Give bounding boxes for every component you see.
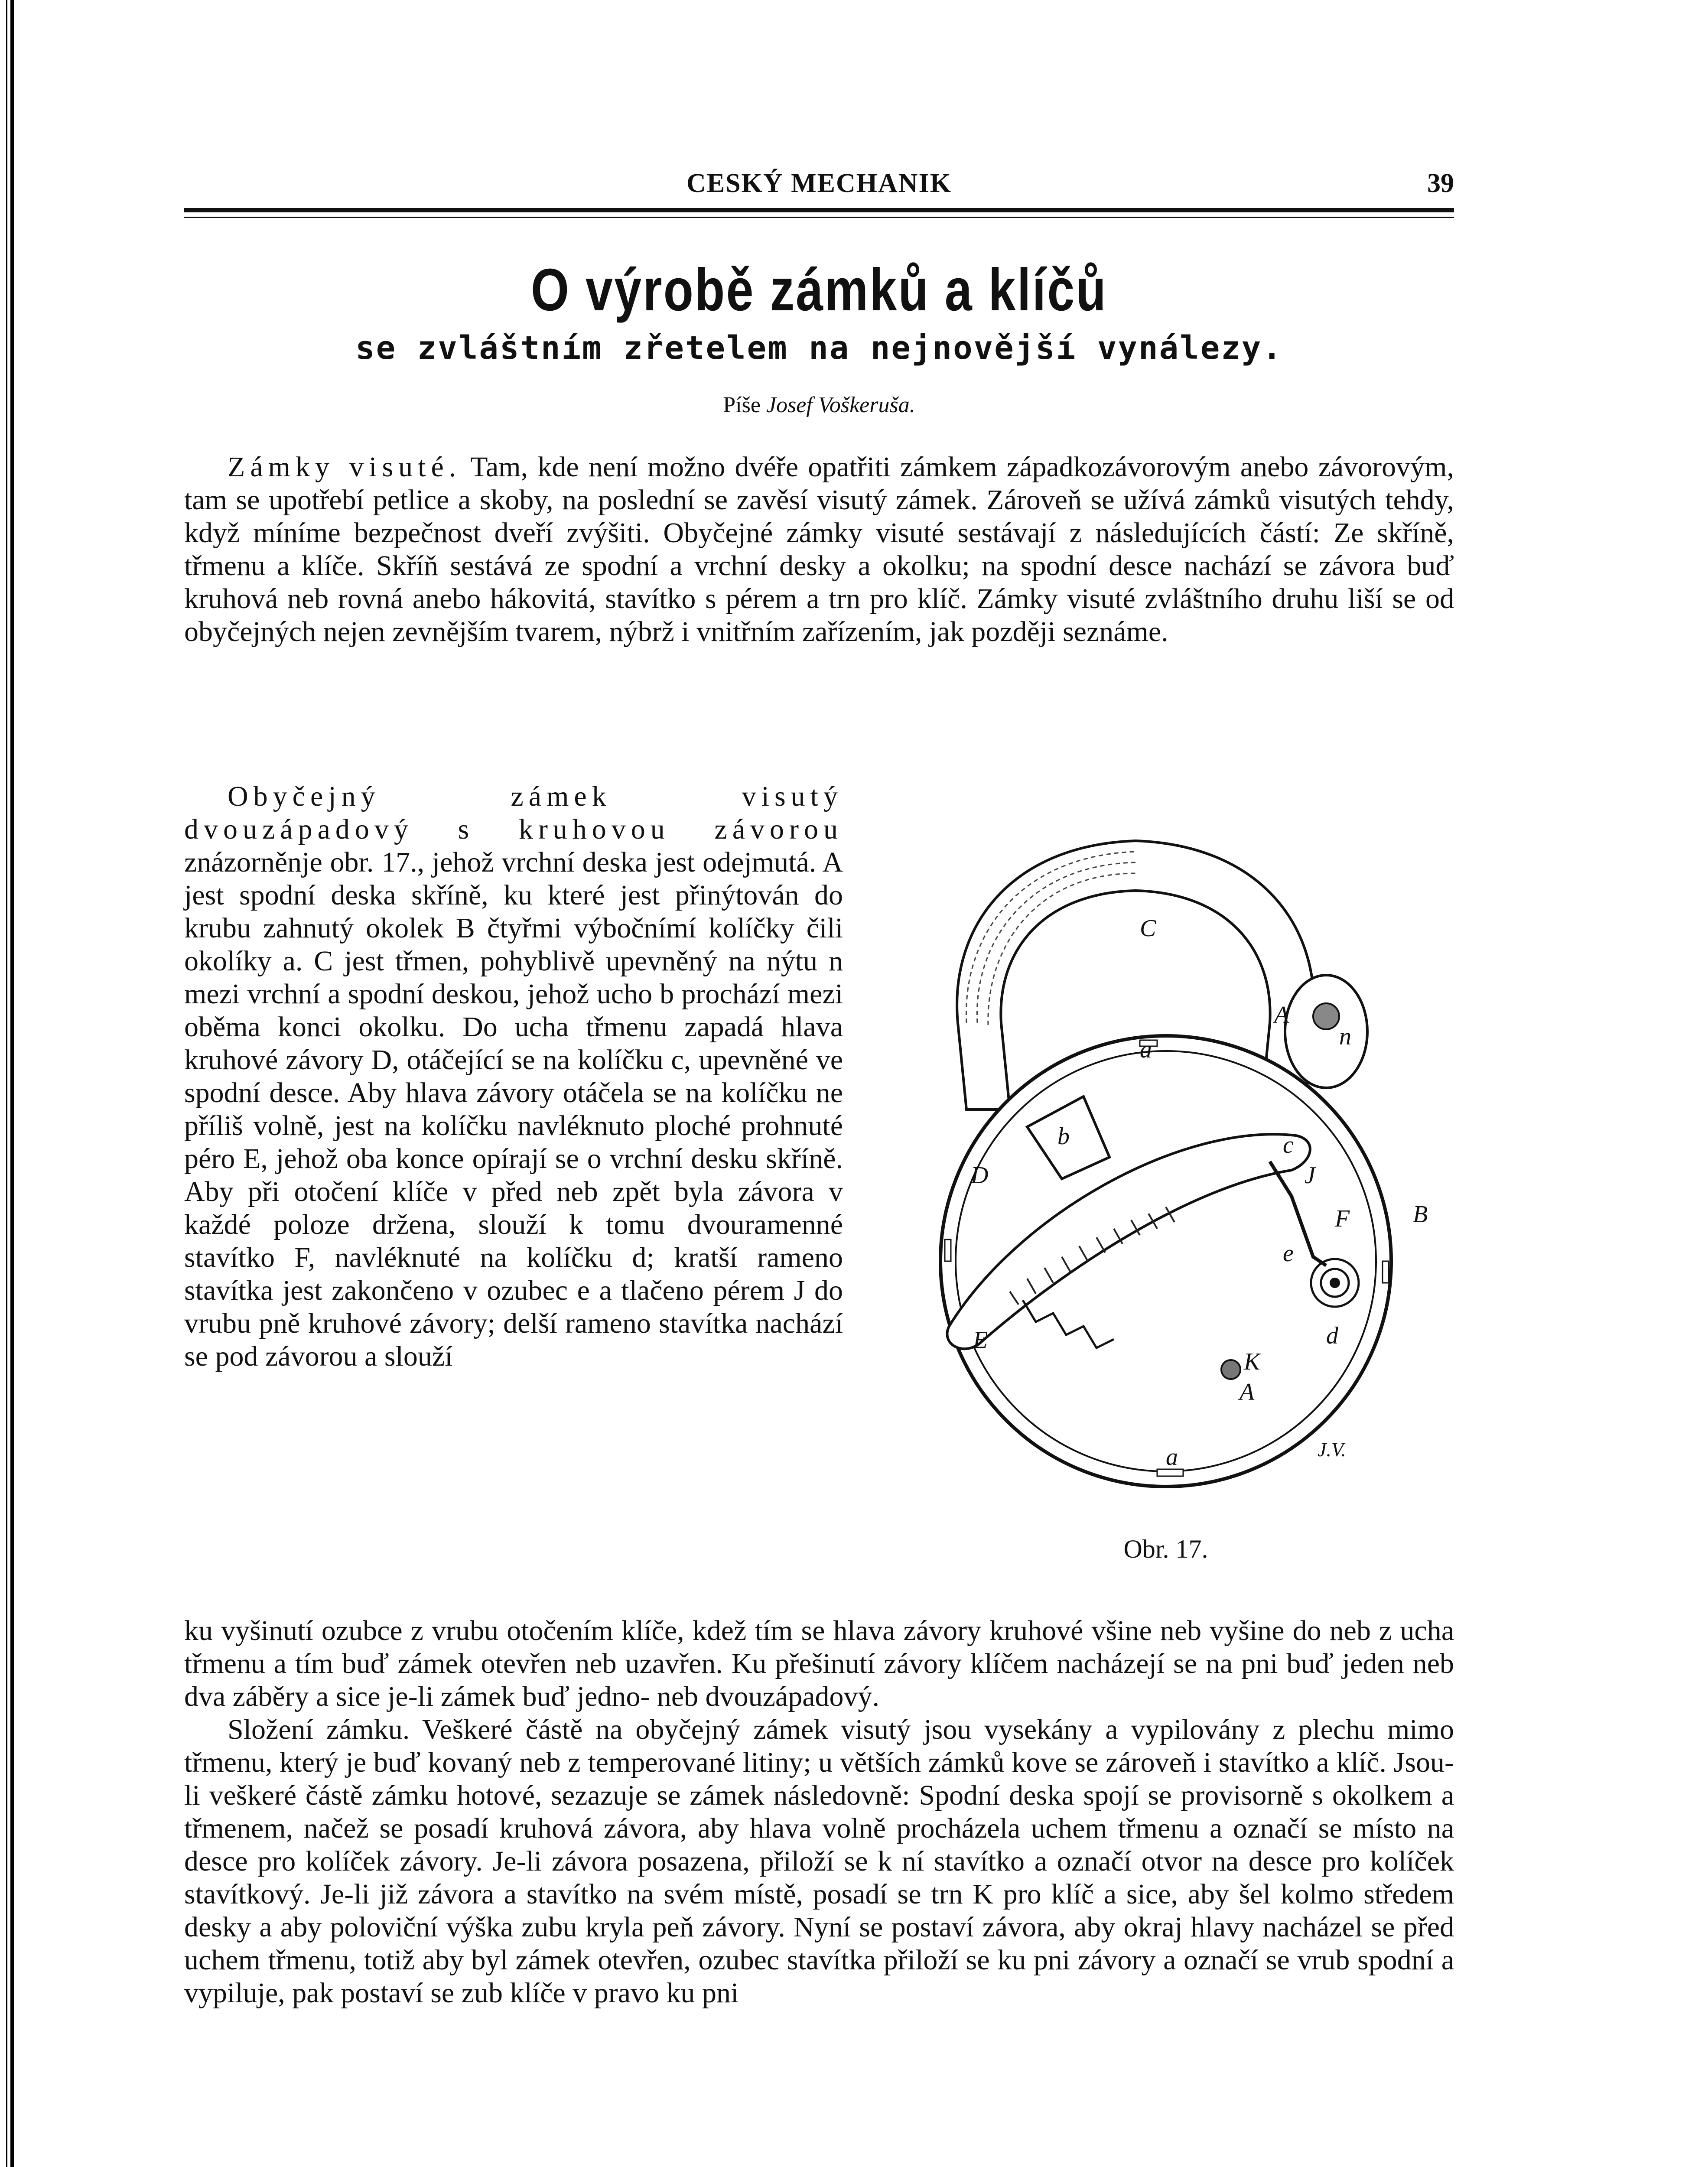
label-C: C: [1140, 915, 1156, 942]
label-B: B: [1413, 1201, 1428, 1228]
scan-edge-line: [6, 0, 7, 2167]
scan-edge-line: [10, 0, 14, 2167]
label-A: A: [1274, 1002, 1289, 1028]
paragraph-body: Tam, kde není možno dvéře opatřiti zámkem západkozávorovým anebo závorovým, tam se upotřebí petlice a skoby, na poslední se zavěsí visutý zámek. Zároveň se užívá zámků visutých tehdy, když míníme bezpečnost dveří zvýšiti. Obyčejné zámky visuté sestávají z následujících částí: Ze skříně, třmenu a klíče. Skříň sestává ze spodní a vrchní desky a okolku; na spodní desce nachází se závora buď kruhová neb rovná anebo hákovitá, stavítko s pérem a trn pro klíč. Zámky visuté zvláštního druhu liší se od obyčejných nejen zevnějším tvarem, nýbrž i vnitřním zařízením, jak později seznáme.: [184, 451, 1454, 647]
label-E: E: [973, 1327, 988, 1354]
paragraph: [184, 780, 843, 1373]
body-text-column: [184, 780, 843, 1373]
article-title: O výrobě zámků a klíčů: [530, 257, 1108, 323]
padlock-diagram: [880, 780, 1452, 1543]
label-A: A: [1240, 1379, 1255, 1406]
shackle-hinge: [1285, 975, 1367, 1088]
label-b: b: [1057, 1123, 1070, 1150]
rivet-n: [1313, 1003, 1339, 1029]
figure-padlock: [880, 780, 1452, 1595]
header-rule-thin: [184, 217, 1454, 218]
author-prefix: Píše: [723, 393, 761, 417]
spring-coil-core: [1330, 1278, 1340, 1288]
author-name: Josef Voškeruša.: [766, 393, 915, 417]
article-subtitle: se zvláštním zřetelem na nejnovější vynálezy.: [355, 329, 1283, 367]
paragraph-lead: Obyčejný zámek visutý dvouzápadový s kruhovou závorou: [184, 781, 843, 845]
label-D: D: [971, 1162, 989, 1189]
paragraph-continuation: ku vyšinutí ozubce z vrubu otočením klíče, kdež tím se hlava závory kruhové všine neb vyšine do neb z ucha třmenu a tím buď zámek otevřen neb uzavřen. Ku přešinutí závory klíčem nacházejí se na pni buď jeden neb dva záběry a sice je-li zámek buď jedno- neb dvouzápadový.: [184, 1615, 1454, 1712]
journal-title: CESKÝ MECHANIK: [686, 169, 952, 198]
label-e: e: [1283, 1240, 1294, 1267]
label-a: a: [1140, 1036, 1152, 1063]
paragraph: Složení zámku. Veškeré částě na obyčejný zámek visutý jsou vysekány a vypilovány z plechu mimo třmenu, který je buď kovaný neb z temperované litiny; u větších zámků kove se zároveň i stavítko a klíč. Jsou-li veškeré částě zámku hotové, sezazuje se zámek následovně: Spodní deska spojí se provisorně s okolkem a třmenem, načež se posadí kruhová závora, aby hlava volně procházela uchem třmenu a označí se místo na desce pro kolíček závory. Je-li závora posazena, přiloží se k ní stavítko a označí otvor na desce pro kolíček stavítkový. Je-li již závora a stavítko na svém místě, posadí se trn K pro klíč a sice, aby šel kolmo středem desky a aby poloviční výška zubu kryla peň závory. Nyní se postaví závora, aby okraj hlavy nacházel se před uchem třmenu, totiž aby byl zámek otevřen, ozubec stavítka přiloží se ku pni závory a označí se vrub spodní a vypiluje, pak postaví se zub klíče v pravo ku pni: [184, 1714, 1454, 2009]
label-F: F: [1335, 1205, 1350, 1232]
label-J: J: [1305, 1162, 1315, 1189]
paragraph: [184, 451, 1454, 648]
author-line: [184, 392, 1454, 418]
label-c: c: [1283, 1132, 1294, 1158]
label-n: n: [1339, 1023, 1351, 1050]
rivet-a: [1383, 1261, 1389, 1283]
rivet-a: [945, 1240, 951, 1261]
figure-caption: Obr. 17.: [1123, 1535, 1208, 1563]
label-a: a: [1166, 1444, 1178, 1471]
paragraph-lead: Zámky visuté.: [228, 451, 462, 483]
paragraph-body: znázorněnje obr. 17., jehož vrchní deska jest odejmutá. A jest spodní deska skříně, ku které jest přinýtován do krubu zahnutý okolek B čtyřmi výbočnímí kolíčky čili okolíky a. C jest třmen, pohyblivě upevněný na nýtu n mezi vrchní a spodní deskou, jehož ucho b prochází mezi oběma konci okolku. Do ucha třmenu zapadá hlava kruhové závory D, otáčející se na kolíčku c, upevněné ve spodní desce. Aby hlava závory otáčela se na kolíčku ne příliš volně, jest na kolíčku navléknuto ploché prohnuté péro E, jehož oba konce opírají se o vrchní desku skříně. Aby při otočení klíče v před neb zpět byla závora v každé poloze držena, slouží k tomu dvouramenné stavítko F, navléknuté na kolíčku d; kratší rameno stavítka jest zakončeno v ozubec e a tlačeno pérem J do vrubu pně kruhové závory; delší rameno stavítka nachází se pod závorou a slouží: [184, 846, 843, 1372]
label-d: d: [1326, 1322, 1338, 1349]
key-pin-k: [1221, 1360, 1240, 1379]
illustrator-signature: J.V.: [1318, 1438, 1346, 1461]
body-text-bottom: [184, 1614, 1454, 2010]
label-K: K: [1244, 1348, 1260, 1375]
running-header: [184, 168, 1454, 203]
page-number: 39: [1427, 169, 1454, 198]
body-text-top: [184, 451, 1454, 648]
header-rule: [184, 208, 1454, 212]
